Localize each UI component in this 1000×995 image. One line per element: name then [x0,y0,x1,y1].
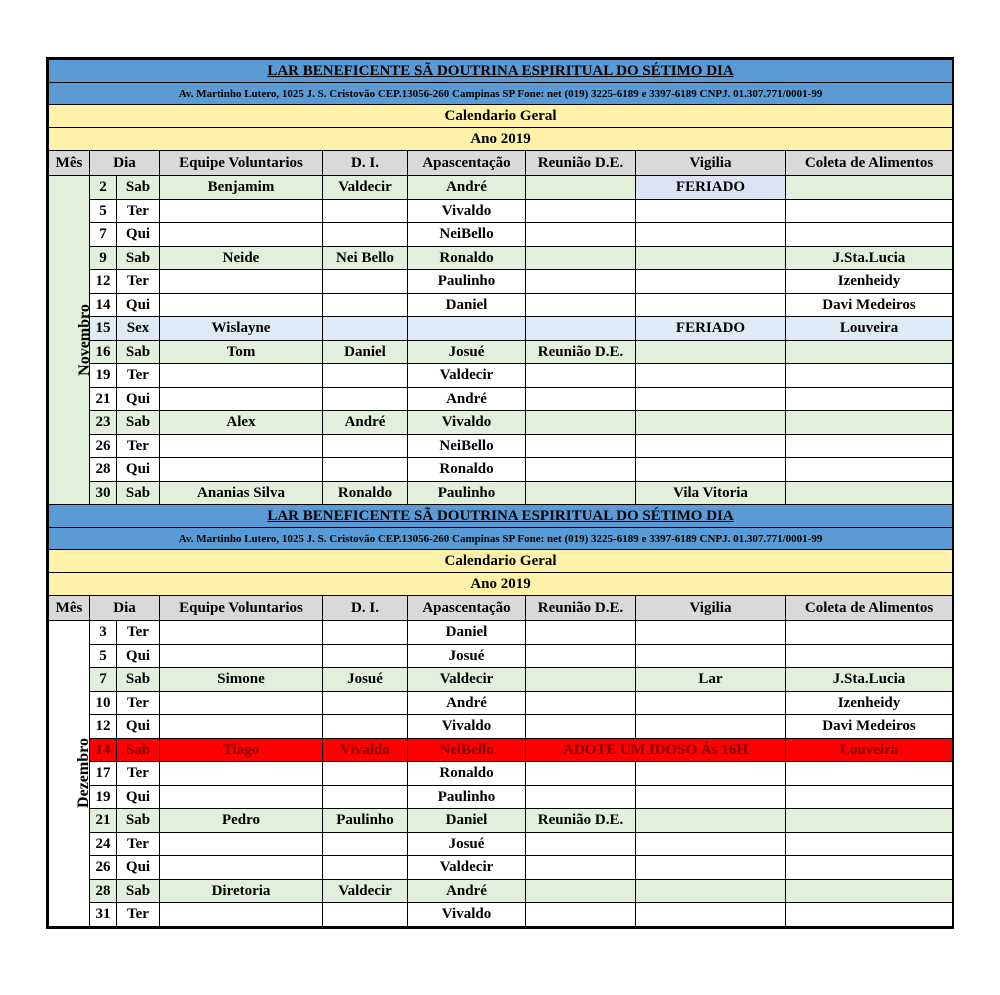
calendar-title: Calendario Geral [49,105,953,128]
weekday: Ter [117,762,160,786]
day-number: 21 [90,809,117,833]
apascentacao-cell: Vivaldo [408,715,526,739]
header-coleta: Coleta de Alimentos [786,151,953,176]
coleta-cell: Louveira [786,738,953,762]
reuniao-cell [526,832,636,856]
weekday: Sab [117,879,160,903]
day-number: 14 [90,293,117,317]
weekday: Ter [117,621,160,645]
table-row [49,270,953,294]
table-row [49,644,953,668]
day-number: 28 [90,879,117,903]
header-coleta: Coleta de Alimentos [786,596,953,621]
calendar-title: Calendario Geral [49,550,953,573]
coleta-cell [786,809,953,833]
reuniao-cell [526,481,636,505]
org-address: Av. Martinho Lutero, 1025 J. S. Cristovão CEP.13056-260 Campinas SP Fone: net (019) 3225-6189 e 3397-6189 CNPJ. 01.307.771/0001-99 [49,528,953,550]
weekday: Qui [117,223,160,247]
table-row [49,879,953,903]
reuniao-cell [526,387,636,411]
table-row [49,434,953,458]
table-row [49,903,953,927]
month-cell [49,176,93,505]
weekday: Ter [117,691,160,715]
weekday: Ter [117,270,160,294]
volunteer-cell: Diretoria [160,879,323,903]
table-row [49,668,953,692]
weekday: Qui [117,644,160,668]
coleta-cell: Izenheidy [786,270,953,294]
di-cell: Paulinho [323,809,408,833]
coleta-cell [786,387,953,411]
apascentacao-cell: Vivaldo [408,903,526,927]
header-reuniao: Reunião D.E. [526,151,636,176]
reuniao-cell [526,223,636,247]
vigilia-cell: FERIADO [636,317,786,341]
reuniao-cell [526,691,636,715]
apascentacao-cell: André [408,387,526,411]
coleta-cell [786,832,953,856]
header-vigilia: Vigilia [636,151,786,176]
volunteer-cell [160,364,323,388]
weekday: Qui [117,785,160,809]
table-row [49,856,953,880]
header-month: Mês [49,151,90,176]
di-cell [323,364,408,388]
di-cell: Daniel [323,340,408,364]
table-row [49,340,953,364]
volunteer-cell [160,715,323,739]
vigilia-cell [636,644,786,668]
vigilia-cell [636,364,786,388]
volunteer-cell [160,903,323,927]
table-row [49,762,953,786]
vigilia-cell [636,879,786,903]
header-apascentacao: Apascentação [408,151,526,176]
volunteer-cell: Ananias Silva [160,481,323,505]
reuniao-cell [526,715,636,739]
apascentacao-cell: Daniel [408,293,526,317]
coleta-cell [786,340,953,364]
reuniao-cell [526,270,636,294]
coleta-cell [786,411,953,435]
vigilia-cell [636,856,786,880]
volunteer-cell: Neide [160,246,323,270]
day-number: 5 [90,644,117,668]
day-number: 12 [90,270,117,294]
day-number: 3 [90,621,117,645]
vigilia-cell [636,832,786,856]
vigilia-cell [636,903,786,927]
vigilia-cell [636,293,786,317]
di-cell: Josué [323,668,408,692]
volunteer-cell [160,832,323,856]
vigilia-cell: Lar [636,668,786,692]
header-day: Dia [90,596,160,621]
apascentacao-cell: Daniel [408,621,526,645]
table-row [49,481,953,505]
table-row [49,738,953,762]
volunteer-cell [160,270,323,294]
reuniao-cell [526,293,636,317]
volunteer-cell [160,199,323,223]
weekday: Sab [117,340,160,364]
table-row [49,458,953,482]
day-number: 10 [90,691,117,715]
coleta-cell [786,434,953,458]
volunteer-cell [160,387,323,411]
apascentacao-cell: NeiBello [408,434,526,458]
di-cell: Ronaldo [323,481,408,505]
di-cell: André [323,411,408,435]
table-row [49,364,953,388]
header-volunteers: Equipe Voluntarios [160,596,323,621]
reuniao-cell [526,621,636,645]
table-row [49,293,953,317]
apascentacao-cell: André [408,176,526,200]
volunteer-cell: Tom [160,340,323,364]
month-label: Novembro [75,304,93,376]
coleta-cell: J.Sta.Lucia [786,246,953,270]
reuniao-cell: Reunião D.E. [526,340,636,364]
day-number: 16 [90,340,117,364]
di-cell [323,621,408,645]
table-row [49,317,953,341]
reuniao-cell: Reunião D.E. [526,809,636,833]
header-day: Dia [90,151,160,176]
coleta-cell [786,856,953,880]
header-vigilia: Vigilia [636,596,786,621]
apascentacao-cell: Ronaldo [408,762,526,786]
apascentacao-cell: NeiBello [408,223,526,247]
di-cell [323,199,408,223]
di-cell [323,762,408,786]
header-di: D. I. [323,596,408,621]
calendar-sheet [46,57,954,929]
day-number: 19 [90,785,117,809]
reuniao-cell: ADOTE UM IDOSO Ás 16H [526,738,786,762]
apascentacao-cell: Paulinho [408,785,526,809]
day-number: 14 [90,738,117,762]
volunteer-cell [160,785,323,809]
apascentacao-cell: Paulinho [408,270,526,294]
weekday: Sab [117,481,160,505]
apascentacao-cell: Ronaldo [408,458,526,482]
reuniao-cell [526,176,636,200]
apascentacao-cell: NeiBello [408,738,526,762]
volunteer-cell: Benjamim [160,176,323,200]
volunteer-cell [160,434,323,458]
di-cell: Valdecir [323,176,408,200]
vigilia-cell [636,223,786,247]
day-number: 26 [90,856,117,880]
day-number: 7 [90,223,117,247]
org-title: LAR BENEFICENTE SÃ DOUTRINA ESPIRITUAL DO SÉTIMO DIA [49,505,953,528]
volunteer-cell: Alex [160,411,323,435]
apascentacao-cell: Valdecir [408,668,526,692]
org-title: LAR BENEFICENTE SÃ DOUTRINA ESPIRITUAL DO SÉTIMO DIA [49,60,953,83]
table-row [49,387,953,411]
day-number: 12 [90,715,117,739]
coleta-cell: Davi Medeiros [786,293,953,317]
weekday: Ter [117,199,160,223]
vigilia-cell [636,270,786,294]
vigilia-cell [636,411,786,435]
di-cell [323,644,408,668]
table-row [49,832,953,856]
di-cell [323,903,408,927]
table-row [49,411,953,435]
di-cell [323,434,408,458]
weekday: Ter [117,832,160,856]
coleta-cell [786,621,953,645]
vigilia-cell [636,691,786,715]
coleta-cell [786,481,953,505]
table-row [49,621,953,645]
table-row [49,223,953,247]
coleta-cell [786,879,953,903]
weekday: Sab [117,411,160,435]
weekday: Qui [117,458,160,482]
vigilia-cell [636,621,786,645]
volunteer-cell [160,856,323,880]
di-cell [323,715,408,739]
coleta-cell [786,199,953,223]
year-label: Ano 2019 [49,128,953,151]
volunteer-cell [160,458,323,482]
day-number: 31 [90,903,117,927]
coleta-cell [786,223,953,247]
di-cell [323,785,408,809]
volunteer-cell [160,223,323,247]
weekday: Qui [117,387,160,411]
coleta-cell [786,176,953,200]
apascentacao-cell: Valdecir [408,856,526,880]
apascentacao-cell: André [408,691,526,715]
vigilia-cell [636,715,786,739]
coleta-cell: Davi Medeiros [786,715,953,739]
coleta-cell [786,903,953,927]
vigilia-cell [636,434,786,458]
day-number: 23 [90,411,117,435]
apascentacao-cell: Vivaldo [408,411,526,435]
di-cell [323,317,408,341]
reuniao-cell [526,317,636,341]
reuniao-cell [526,434,636,458]
reuniao-cell [526,785,636,809]
day-number: 2 [90,176,117,200]
reuniao-cell [526,668,636,692]
coleta-cell [786,364,953,388]
volunteer-cell: Tiago [160,738,323,762]
header-reuniao: Reunião D.E. [526,596,636,621]
apascentacao-cell: Josué [408,832,526,856]
reuniao-cell [526,411,636,435]
reuniao-cell [526,879,636,903]
vigilia-cell [636,246,786,270]
month-label: Dezembro [74,738,92,809]
weekday: Qui [117,293,160,317]
reuniao-cell [526,364,636,388]
di-cell [323,270,408,294]
weekday: Qui [117,856,160,880]
volunteer-cell: Wislayne [160,317,323,341]
coleta-cell [786,762,953,786]
day-number: 9 [90,246,117,270]
vigilia-cell [636,199,786,223]
table-row [49,691,953,715]
reuniao-cell [526,199,636,223]
header-volunteers: Equipe Voluntarios [160,151,323,176]
day-number: 21 [90,387,117,411]
vigilia-cell [636,340,786,364]
day-number: 26 [90,434,117,458]
weekday: Ter [117,434,160,458]
table-row [49,715,953,739]
weekday: Sab [117,809,160,833]
coleta-cell: Louveira [786,317,953,341]
reuniao-cell [526,762,636,786]
org-address: Av. Martinho Lutero, 1025 J. S. Cristovão CEP.13056-260 Campinas SP Fone: net (019) 3225-6189 e 3397-6189 CNPJ. 01.307.771/0001-99 [49,83,953,105]
di-cell [323,856,408,880]
di-cell [323,832,408,856]
coleta-cell [786,644,953,668]
di-cell [323,223,408,247]
coleta-cell: J.Sta.Lucia [786,668,953,692]
weekday: Sex [117,317,160,341]
apascentacao-cell [408,317,526,341]
volunteer-cell: Simone [160,668,323,692]
weekday: Ter [117,903,160,927]
coleta-cell: Izenheidy [786,691,953,715]
volunteer-cell [160,621,323,645]
apascentacao-cell: Vivaldo [408,199,526,223]
reuniao-cell [526,246,636,270]
day-number: 17 [90,762,117,786]
month-cell [49,621,90,927]
table-row [49,246,953,270]
di-cell [323,387,408,411]
table-row [49,785,953,809]
header-di: D. I. [323,151,408,176]
header-apascentacao: Apascentação [408,596,526,621]
vigilia-cell [636,762,786,786]
day-number: 24 [90,832,117,856]
day-number: 28 [90,458,117,482]
reuniao-cell [526,903,636,927]
apascentacao-cell: Paulinho [408,481,526,505]
apascentacao-cell: André [408,879,526,903]
day-number: 19 [90,364,117,388]
volunteer-cell: Pedro [160,809,323,833]
reuniao-cell [526,644,636,668]
weekday: Sab [117,176,160,200]
apascentacao-cell: Josué [408,644,526,668]
volunteer-cell [160,691,323,715]
vigilia-cell: Vila Vitoria [636,481,786,505]
volunteer-cell [160,644,323,668]
weekday: Qui [117,715,160,739]
di-cell [323,458,408,482]
coleta-cell [786,785,953,809]
apascentacao-cell: Valdecir [408,364,526,388]
di-cell: Vivaldo [323,738,408,762]
table-row [49,199,953,223]
di-cell: Nei Bello [323,246,408,270]
vigilia-cell: FERIADO [636,176,786,200]
weekday: Sab [117,668,160,692]
day-number: 15 [90,317,117,341]
volunteer-cell [160,762,323,786]
di-cell: Valdecir [323,879,408,903]
header-month: Mês [49,596,90,621]
di-cell [323,691,408,715]
table-row [49,176,953,200]
table-row [49,809,953,833]
vigilia-cell [636,785,786,809]
weekday: Sab [117,246,160,270]
coleta-cell [786,458,953,482]
apascentacao-cell: Daniel [408,809,526,833]
apascentacao-cell: Josué [408,340,526,364]
vigilia-cell [636,387,786,411]
reuniao-cell [526,856,636,880]
apascentacao-cell: Ronaldo [408,246,526,270]
calendar-table [48,59,953,927]
day-number: 7 [90,668,117,692]
day-number: 30 [90,481,117,505]
di-cell [323,293,408,317]
weekday: Ter [117,364,160,388]
year-label: Ano 2019 [49,573,953,596]
vigilia-cell [636,809,786,833]
volunteer-cell [160,293,323,317]
weekday: Sab [117,738,160,762]
day-number: 5 [90,199,117,223]
vigilia-cell [636,458,786,482]
reuniao-cell [526,458,636,482]
